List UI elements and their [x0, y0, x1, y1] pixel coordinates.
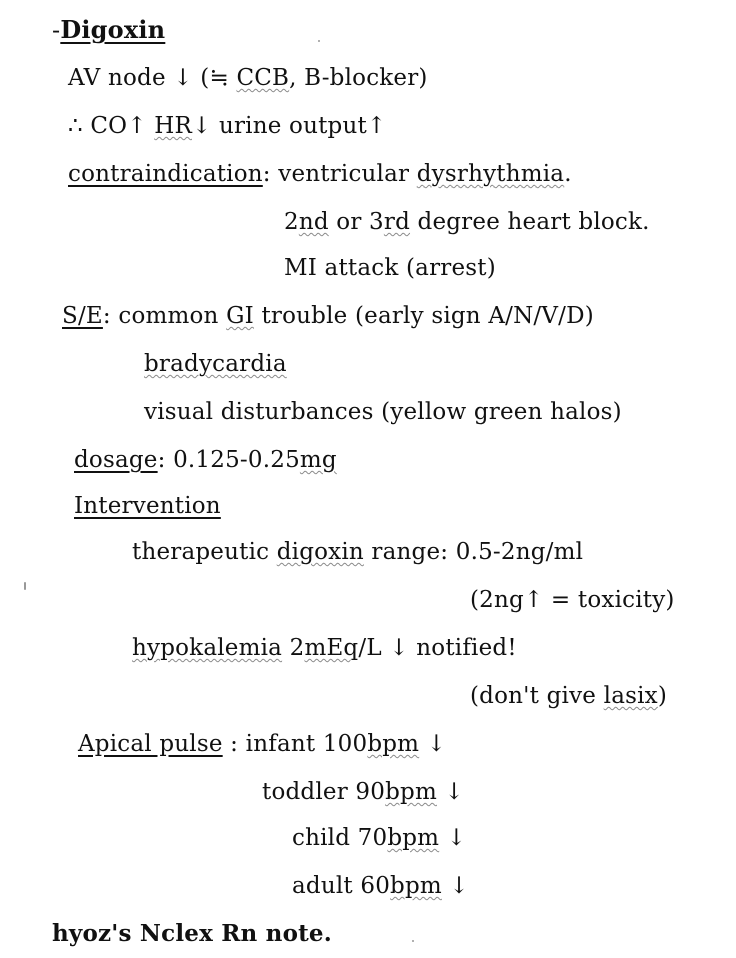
line-co-hr — [68, 112, 386, 140]
hypo-value: 2 — [282, 635, 305, 661]
contra-period: . — [564, 161, 572, 187]
digoxin-term: digoxin — [276, 539, 364, 565]
heading-dash: - — [52, 16, 61, 44]
line-lasix — [470, 682, 667, 710]
hypo-text: /L ↓ notified! — [358, 635, 517, 661]
gi-term: GI — [226, 303, 254, 329]
pulse-age-child: child — [292, 825, 351, 851]
line-hypokalemia — [132, 634, 517, 662]
intervention-heading: Intervention — [74, 493, 221, 519]
line-mi-attack: MI attack (arrest) — [284, 255, 496, 281]
co-text: ∴ CO↑ — [68, 113, 155, 139]
line-toxicity: (2ng↑ = toxicity) — [470, 587, 675, 613]
heading-word: Digoxin — [60, 15, 166, 44]
dosage-unit: mg — [299, 447, 337, 473]
pulse-value-toddler: 90 — [355, 779, 386, 805]
heart-block-nd: nd — [298, 209, 329, 235]
av-text: AV node ↓ (≒ — [68, 65, 237, 91]
scan-speck — [24, 582, 26, 590]
lasix-text: (don't give — [470, 683, 604, 709]
pulse-age-infant: infant — [245, 731, 316, 757]
line-pulse-toddler — [262, 778, 464, 806]
pulse-unit: bpm — [367, 731, 420, 757]
pulse-arrow: ↓ — [436, 779, 464, 805]
pulse-unit: bpm — [387, 825, 440, 851]
lasix-term: lasix — [603, 683, 658, 709]
lasix-paren: ) — [657, 683, 668, 709]
heart-block-or-3: or 3 — [328, 209, 384, 235]
line-pulse-adult — [292, 872, 469, 900]
heart-block-rd: rd — [383, 209, 411, 235]
line-apical-pulse-infant — [78, 730, 446, 758]
range-value: range: 0.5-2ng/ml — [363, 539, 584, 565]
dosage-label: dosage — [74, 447, 158, 473]
contra-text: : ventricular — [262, 161, 417, 187]
footer-note: hyoz's Nclex Rn note. — [52, 920, 332, 947]
pulse-value-adult: 60 — [360, 873, 391, 899]
heart-block-text: degree heart block. — [410, 209, 650, 235]
scan-speck — [412, 940, 414, 942]
hypokalemia-term: hypokalemia — [132, 635, 283, 661]
pulse-arrow: ↓ — [419, 731, 447, 757]
line-contraindication — [68, 160, 572, 188]
heading-digoxin — [52, 16, 165, 44]
line-pulse-child — [292, 824, 466, 852]
se-text-end: trouble (early sign A/N/V/D) — [253, 303, 594, 329]
se-text: : common — [102, 303, 227, 329]
apical-pulse-label: Apical pulse — [78, 731, 223, 757]
ccb-term: CCB — [236, 65, 290, 91]
pulse-value-infant: 100 — [322, 731, 368, 757]
line-side-effects — [62, 302, 594, 330]
dosage-value: : 0.125-0.25 — [157, 447, 300, 473]
pulse-unit: bpm — [390, 873, 442, 899]
dysrhythmia-term: dysrhythmia — [416, 161, 565, 187]
range-text: therapeutic — [132, 539, 277, 565]
line-heart-block — [284, 208, 650, 236]
pulse-arrow: ↓ — [441, 873, 469, 899]
meq-unit: mEq — [304, 635, 359, 661]
line-av-node — [68, 64, 428, 92]
pulse-value-child: 70 — [357, 825, 388, 851]
pulse-arrow: ↓ — [439, 825, 467, 851]
line-visual-disturbances: visual disturbances (yellow green halos) — [144, 399, 622, 425]
se-label: S/E — [62, 303, 103, 329]
heart-block-2: 2 — [284, 209, 299, 235]
scan-speck — [318, 40, 320, 42]
pulse-age-adult: adult — [292, 873, 353, 899]
contraindication-label: contraindication — [68, 161, 263, 187]
pulse-unit: bpm — [385, 779, 437, 805]
apical-pulse-colon: : — [222, 731, 246, 757]
hr-term: HR — [154, 113, 192, 139]
line-bradycardia: bradycardia — [144, 351, 287, 377]
pulse-age-toddler: toddler — [262, 779, 348, 805]
line-therapeutic-range — [132, 538, 583, 566]
co-text-end: ↓ urine output↑ — [191, 113, 387, 139]
av-text-end: , B-blocker) — [289, 65, 428, 91]
line-dosage — [74, 446, 337, 474]
